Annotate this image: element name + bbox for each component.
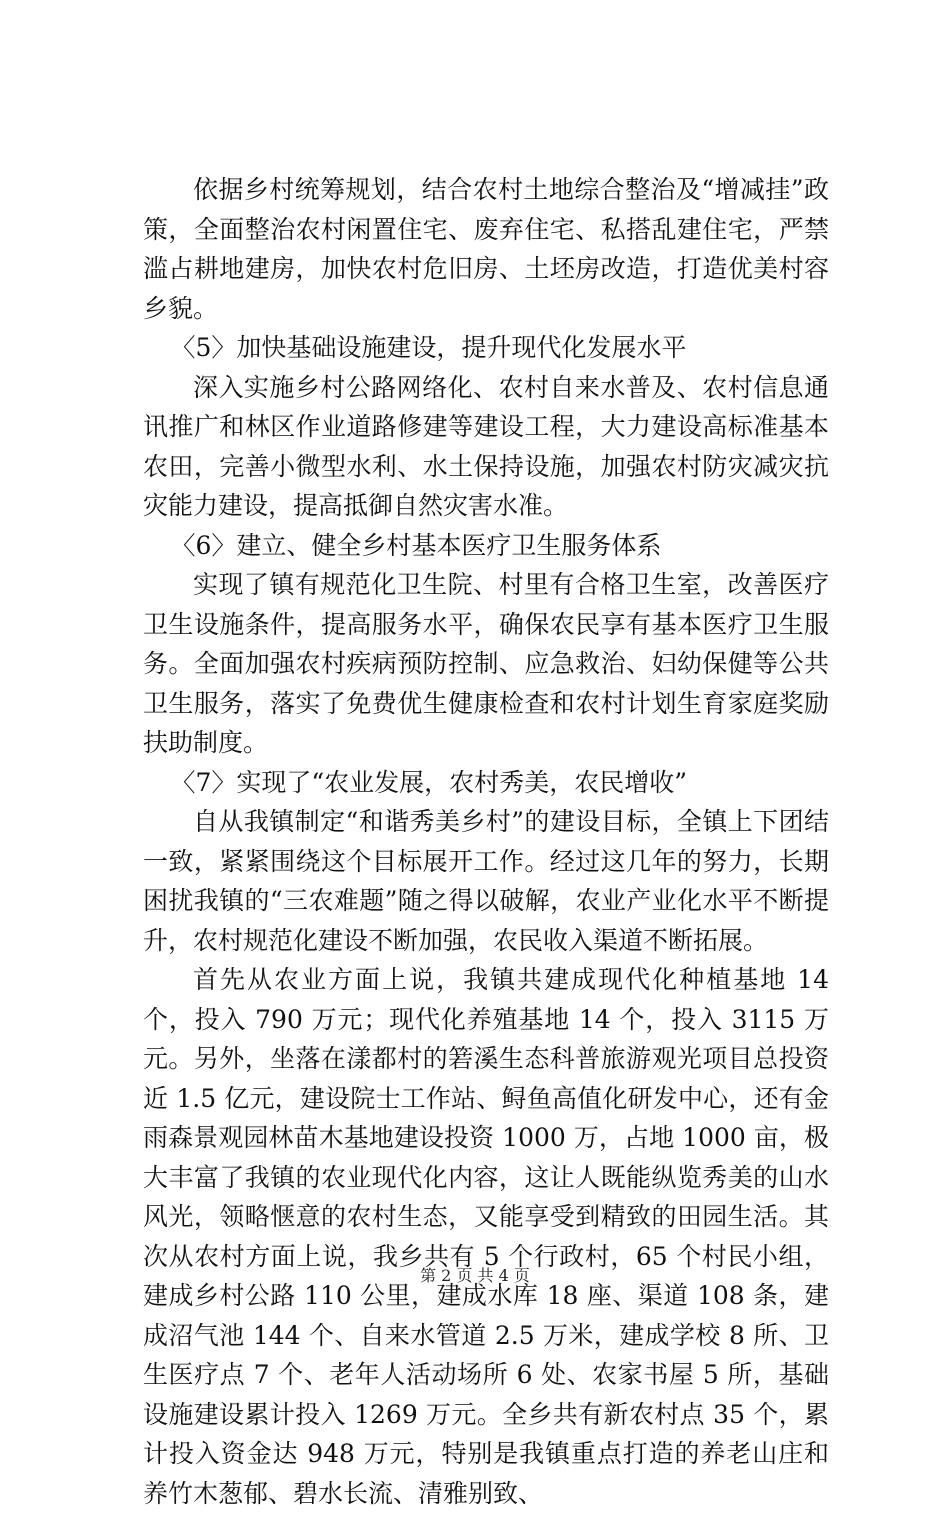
paragraph-investment-details: 首先从农业方面上说，我镇共建成现代化种植基地 14 个，投入 790 万元；现代化养殖基地 14 个，投入 3115 万元。另外，坐落在漾都村的箬溪生态科普旅游观光项目总投资近 1.5 亿元，建设院士工作站、鲟鱼高值化研发中心，还有金雨森景观园林苗木基地建设投资 1000 万，占地 1000 亩，极大丰富了我镇的农业现代化内容，这让人既能纵览秀美的山水风光，领略惬意的农村生态，又能享受到精致的田园生活。其次从农村方面上说，我乡共有 5 个行政村，65 个村民小组，建成乡村公路 110 公里，建成水库 18 座、渠道 108 条，建成沼气池 144 个、自来水管道 2.5 万米，建成学校 8 所、卫生医疗点 7 个、老年人活动场所 6 处、农家书屋 5 所，基础设施建设累计投入 1269 万元。全乡共有新农村点 35 个，累计投入资金达 948 万元，特别是我镇重点打造的养老山庄和养竹木葱郁、碧水长流、清雅别致、: [143, 965, 829, 1508]
paragraph-medical-services: 实现了镇有规范化卫生院、村里有合格卫生室，改善医疗卫生设施条件，提高服务水平，确保农民享有基本医疗卫生服务。全面加强农村疾病预防控制、应急救治、妇幼保健等公共卫生服务，落实了免费优生健康检查和农村计划生育家庭奖励扶助制度。: [143, 570, 829, 757]
heading-agriculture-goals: 〈7〉实现了“农业发展，农村秀美，农民增收”: [170, 767, 687, 797]
heading-infrastructure: 〈5〉加快基础设施建设，提升现代化发展水平: [170, 333, 687, 362]
heading-medical-services: 〈6〉建立、健全乡村基本医疗卫生服务体系: [170, 530, 662, 560]
paragraph-infrastructure: 深入实施乡村公路网络化、农村自来水普及、农村信息通讯推广和林区作业道路修建等建设工程，大力建设高标准基本农田，完善小微型水利、水土保持设施，加强农村防灾减灾抗灾能力建设，提高抵御自然灾害水准。: [143, 372, 829, 520]
page-number-footer: 第 2 页 共 4 页: [420, 1266, 530, 1285]
paragraph-rural-housing: 依据乡村统筹规划，结合农村土地综合整治及“增减挂”政策，全面整治农村闲置住宅、废弃住宅、私搭乱建住宅，严禁滥占耕地建房，加快农村危旧房、土坯房改造，打造优美村容乡貌。: [143, 175, 829, 323]
paragraph-harmonious-village: 自从我镇制定“和谐秀美乡村”的建设目标，全镇上下团结一致，紧紧围绕这个目标展开工作。经过这几年的努力，长期困扰我镇的“三农难题”随之得以破解，农业产业化水平不断提升，农村规范化建设不断加强，农民收入渠道不断拓展。: [143, 807, 829, 955]
document-body: [143, 170, 829, 1513]
